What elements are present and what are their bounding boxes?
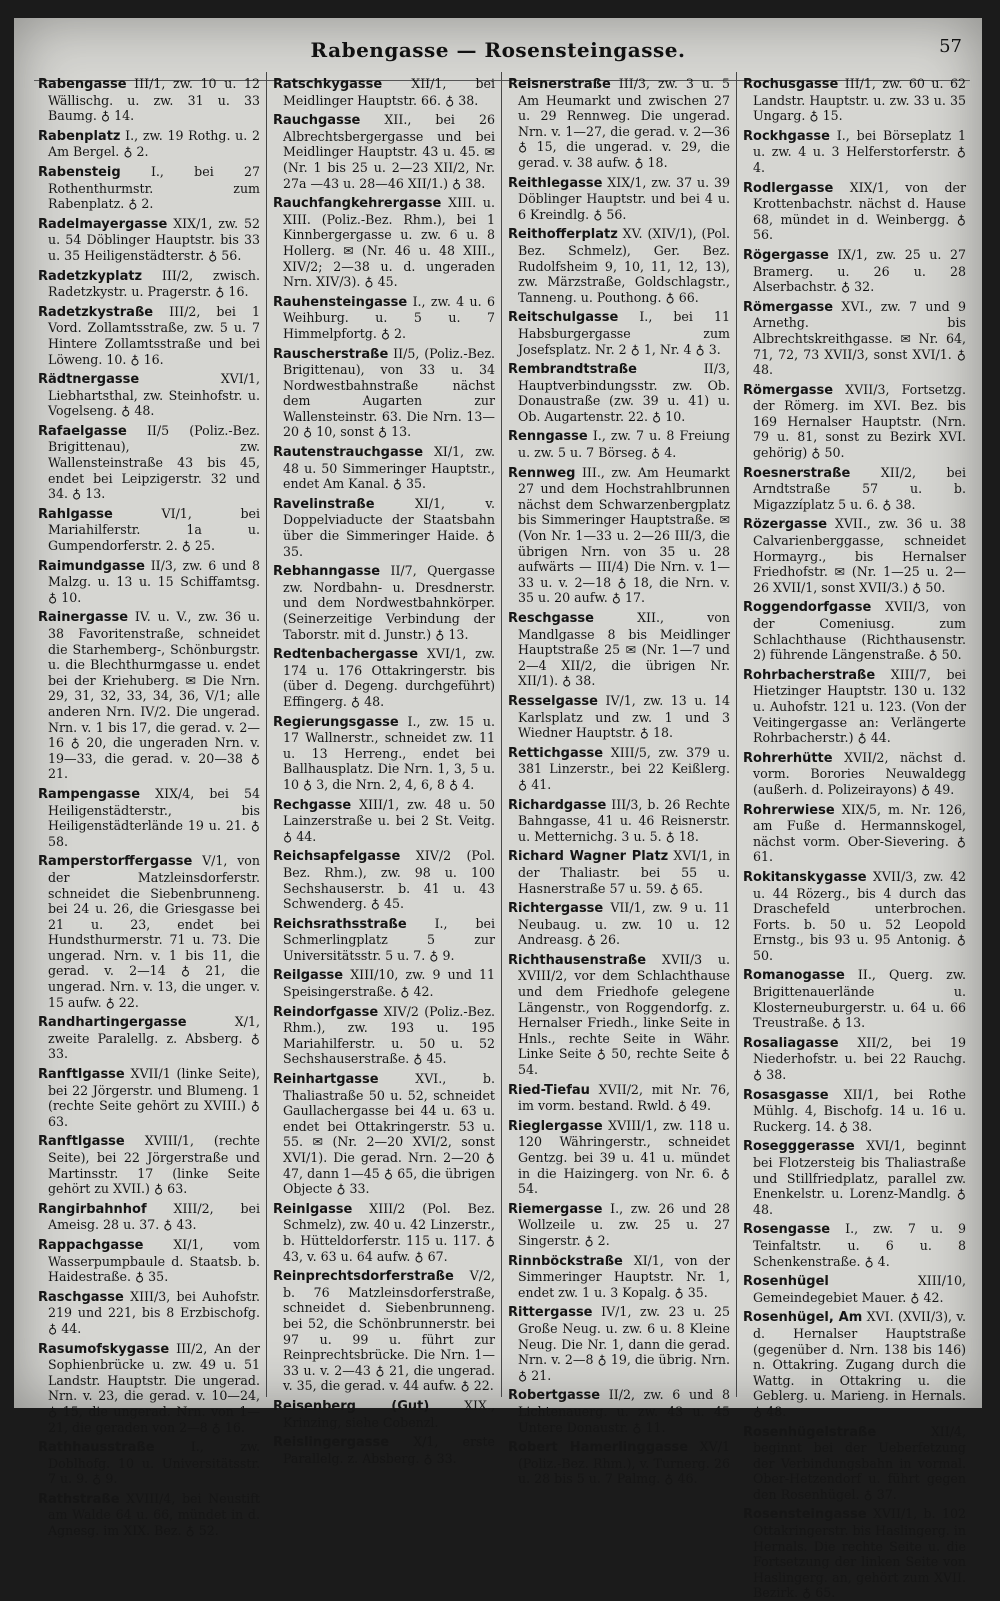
street-entry [743,1221,966,1269]
street-entry [38,786,260,849]
street-description: XIII/3, bei Auhofstr. 219 und 221, bis 8 Erzbischofg. ♁ 44. [48,1288,260,1336]
street-name: Reindorfgasse [273,1004,379,1020]
street-description: XV. (XIV/1), (Pol. Bez. Schmelz), Ger. Bez. Rudolfsheim 9, 10, 11, 12, 13), zw. Märzstraße, Goldschlagstr., Tanneng. u. Pouthong. ♁ 66. [518,226,730,305]
street-name: Rangirbahnhof [38,1201,147,1217]
street-name: Rauchgasse [273,113,361,129]
street-description: IV/1, zw. 23 u. 25 Große Neug. u. zw. 6 u. 8 Kleine Neug. Die Nr. 1, dann die gerad. Nrn. v. 2—8 ♁ 19, die übrig. Nrn. ♁ 21. [518,1304,730,1383]
street-entry [38,423,260,502]
street-description: III/1, zw. 10 u. 12 Wällischg. u. zw. 31 u. 33 Baumg. ♁ 14. [48,76,260,124]
street-name: Rokitanskygasse [743,869,867,885]
street-description: II/5 (Poliz.-Bez. Brigittenau), zw. Wallensteinstraße 43 bis 45, endet bei Leipzigerstr. 32 und 34. ♁ 13. [48,422,260,502]
street-description: I., zw. 26 und 28 Wollzeile u. zw. 25 u. 27 Singerstr. ♁ 2. [518,1200,730,1248]
street-description: I., zw. 4 u. 6 Weihburg. u. 5 u. 7 Himmelpfortg. ♁ 2. [283,293,495,341]
street-entry [743,967,966,1030]
street-index-columns [32,72,972,1601]
street-name: Rohrerhütte [743,750,833,766]
street-entry [273,1201,495,1264]
street-description: XVII/3, Fortsetzg. der Römerg. im XVI. Bez. bis 169 Hernalser Hauptstr. (Nrn. 79 u. 81, sonst zu Bezirk XVI. gehörig) ♁ 50. [753,381,966,461]
street-description: XIX/1, von der Krottenbachstr. nächst d. Hause 68, mündet in d. Weinbergg. ♁ 56. [753,179,966,243]
street-entry [508,610,730,689]
street-entry [743,247,966,295]
street-description: VI/1, bei Mariahilferstr. 1a u. Gumpendorferstr. 2. ♁ 25. [48,505,260,554]
street-description: XVII/2, nächst d. vorm. Borories Neuwaldegg (außerh. d. Polizeirayons) ♁ 49. [753,749,966,797]
street-description: XVIII/1, zw. 118 u. 120 Währingerstr., schneidet Gentzg. bei 39 u. 41 u. mündet in die Haizingerg. von Nr. 6. ♁ 54. [518,1117,730,1197]
page-number: 57 [939,36,962,57]
street-name: Rathstraße [38,1491,120,1507]
street-entry [38,558,260,606]
street-entry [38,164,260,212]
street-name: Rosensteingasse [743,1507,867,1523]
street-entry [743,76,966,124]
street-name: Rautenstrauchgasse [273,445,424,461]
street-name: Rabensteig [38,164,121,180]
street-entry [508,76,730,171]
street-entry [508,1201,730,1249]
street-description: II/7, Quergasse zw. Nordbahn- u. Dresdnerstr. und dem Nordwestbahnkörper. (Seinerzeitige Verbindung der Taborstr. mit d. Junstr.) ♁ 13. [283,563,495,642]
street-name: Raimundgasse [38,558,145,574]
street-name: Rabenplatz [38,128,121,144]
street-description: XII/1, bei Meidlinger Hauptstr. 66. ♁ 38. [283,76,495,108]
street-entry [508,693,730,741]
street-entry [273,848,495,911]
street-entry [508,848,730,896]
street-entry [743,750,966,798]
street-description: I., bei 27 Rothenthurmstr. zum Rabenplatz. ♁ 2. [48,163,260,212]
street-description: XIII/10, Gemeindegebiet Mauer. ♁ 42. [753,1273,966,1305]
street-entry [508,745,730,793]
street-description: XII/2, bei 19 Niederhofstr. u. bei 22 Rauchg. ♁ 38. [753,1034,966,1083]
street-name: Rahlgasse [38,506,113,522]
street-description: XIV/2 (Poliz.-Bez. Rhm.), zw. 193 u. 195 Mariahilferstr. u. 50 u. 52 Sechshauserstraße. ♁ 45. [283,1003,495,1067]
street-entry [508,226,730,305]
street-description: XVI., zw. 7 und 9 Arnethg. bis Albrechtskreithgasse. ✉ Nr. 64, 71, 72, 73 XVII/3, sonst XVI/1. ♁ 48. [753,298,966,378]
street-entry [743,382,966,461]
street-entry [508,900,730,948]
street-name: Romanogasse [743,968,845,984]
street-name: Ranftlgasse [38,1134,125,1150]
street-entry [743,516,966,595]
street-description: V/2, b. 76 Matzleinsdorferstraße, schneidet d. Siebenbrunneng. bei 52, die Schönbrunnerstr. bei 97 u. 99 u. führt zur Reinprechtsbrücke. Die Nrn. 1—33 u. v. 2—43 ♁ 21, die ungerad. v. 35, die gerad. v. 44 aufw. ♁ 22. [283,1268,495,1394]
street-name: Roggendorfgasse [743,600,872,616]
street-name: Reisenberg (Gut) [273,1398,430,1414]
street-name: Rosenhügel, Am [743,1310,863,1326]
street-description: XVI/1, Liebhartsthal, zw. Steinhofstr. u. Vogelseng. ♁ 48. [48,371,260,419]
street-description: II/3, Hauptverbindungsstr. zw. Ob. Donaustraße (zw. 39 u. 41) u. Ob. Augartenstr. 22. ♁ 10. [518,361,730,424]
street-description: XIX/5, m. Nr. 126, am Fuße d. Hermannskogel, nächst vorm. Ober-Sievering. ♁ 61. [753,801,966,865]
street-description: I., bei 11 Habsburgergasse zum Josefsplatz. Nr. 2 ♁ 1, Nr. 4 ♁ 3. [518,309,730,357]
street-entry [273,112,495,191]
street-name: Rennweg [508,465,576,481]
street-description: III/2, An der Sophienbrücke u. zw. 49 u. 51 Landstr. Hauptstr. Die ungerad. Nrn. v. 23, die gerad. v. 10—24, ♁ 15, die ungerad. Nrn. von 1—21, die geraden von 2—8 ♁ 16. [48,1340,260,1435]
street-entry [508,309,730,357]
street-description: XI/1, zw. 48 u. 50 Simmeringer Hauptstr., endet Am Kanal. ♁ 35. [283,444,495,492]
street-entry [38,1201,260,1233]
street-name: Rieglergasse [508,1118,603,1134]
street-name: Robert Hamerlinggasse [508,1440,689,1456]
street-name: Rinnböckstraße [508,1253,623,1269]
street-entry [38,609,260,782]
street-name: Roesnerstraße [743,465,851,481]
street-description: XIX/1, zw. 52 u. 54 Döblinger Hauptstr. bis 33 u. 35 Heiligenstädterstr. ♁ 56. [48,215,260,263]
street-name: Resselgasse [508,693,598,709]
street-name: Rembrandtstraße [508,362,637,378]
street-entry [273,496,495,559]
street-description: XVI/1, beginnt bei Flotzersteig bis Thaliastraße und Stillfriedplatz, parallel zw. Enenkelstr. u. Lorenz-Mandlg. ♁ 48. [753,1138,966,1217]
street-name: Römergasse [743,299,834,315]
street-description: XVII/2, mit Nr. 76, im vorm. bestand. Rwld. ♁ 49. [518,1081,730,1114]
page-title: Rabengasse — Rosensteingasse. [310,38,686,62]
street-name: Rohrbacherstraße [743,667,876,683]
street-description: II., Querg. zw. Brigittenauerlände u. Klosterneuburgerstr. u. 64 u. 66 Treustraße. ♁ 13. [753,967,966,1031]
street-name: Rohrerwiese [743,802,835,818]
street-name: Riemergasse [508,1201,603,1217]
street-name: Robertgasse [508,1388,601,1404]
street-name: Richthausenstraße [508,952,647,968]
street-name: Rechgasse [273,797,352,813]
street-description: I., bei Schmerlingplatz 5 zur Universitätsstr. 5 u. 7. ♁ 9. [283,915,495,963]
street-description: I., zw. 7 u. 8 Freiung u. zw. 5 u. 7 Börseg. ♁ 4. [518,428,730,461]
street-name: Richard Wagner Platz [508,849,669,865]
street-description: XIV/2 (Pol. Bez. Rhm.), zw. 98 u. 100 Sechshauserstr. b. 41 u. 43 Schwenderg. ♁ 45. [283,848,495,912]
street-description: XVII/3, von der Comeniusg. zum Schlachthause (Richthausenstr. 2) führende Längenstraße. ♁ 50. [753,599,966,663]
street-entry [743,599,966,662]
street-description: III/2, bei 1 Vord. Zollamtsstraße, zw. 5 u. 7 Hintere Zollamtsstraße und bei Löweng. 10. ♁ 16. [48,303,260,367]
street-entry [38,506,260,554]
street-entry [508,1253,730,1301]
street-entry [508,952,730,1078]
street-description: III/3, zw. 3 u. 5 Am Heumarkt und zwischen 27 u. 29 Rennweg. Die ungerad. Nrn. v. 1—27, die gerad. v. 2—36 ♁ 15, die ungerad. v. 29, die gerad. v. 38 aufw. ♁ 18. [518,76,730,170]
street-name: Rappachgasse [38,1237,144,1253]
street-name: Richtergasse [508,901,604,917]
street-description: XIX/4, bei 54 Heiligenstädterstr., bis Heiligenstädterlände 19 u. 21. ♁ 58. [48,785,260,849]
street-name: Rampengasse [38,786,141,802]
street-name: Rosegggerasse [743,1139,855,1155]
street-description: XI/1, v. Doppelviaducte der Staatsbahn über die Simmeringer Haide. ♁ 35. [283,495,495,559]
street-name: Rädtnergasse [38,372,140,388]
street-description: XVI/1, in der Thaliastr. bei 55 u. Hasnerstraße 57 u. 59. ♁ 65. [518,848,730,896]
street-description: II/2, zw. 6 und 8 Lichtenauerg. u. zw. 43 u. 45 Untere Donaustr. ♁ 11. [518,1387,730,1435]
street-description: XII/1, bei Rothe Mühlg. 4, Bischofg. 14 u. 16 u. Ruckerg. 14. ♁ 38. [753,1086,966,1134]
street-entry [273,797,495,845]
street-entry [743,667,966,746]
street-description: XIII/2, bei Ameisg. 28 u. 37. ♁ 43. [48,1200,260,1233]
street-name: Reislingergasse [273,1435,390,1451]
street-entry [273,346,495,441]
street-description: XVII/1 (linke Seite), bei 22 Jörgerstr. und Blumeng. 1 (rechte Seite gehört zu XVIII.) ♁ 63. [48,1066,260,1129]
street-description: IX/1, zw. 25 u. 27 Bramerg. u. 26 u. 28 Alserbachstr. ♁ 32. [753,246,966,295]
street-entry [743,299,966,378]
street-description: XIII/2 (Pol. Bez. Schmelz), zw. 40 u. 42 Linzerstr., b. Hütteldorferstr. 115 u. 117. ♁ 43, v. 63 u. 64 aufw. ♁ 67. [283,1200,495,1264]
street-description: XIII/7, bei Hietzinger Hauptstr. 130 u. 132 u. Auhofstr. 121 u. 123. (Von der Veitingergasse an: Verlängerte Rohrbacherstr.) ♁ 44. [753,666,966,746]
street-entry [273,1071,495,1197]
street-entry [743,465,966,513]
street-name: Reinhartgasse [273,1072,379,1088]
street-description: XI/1, von der Simmeringer Hauptstr. Nr. 1, endet zw. 1 u. 3 Kopalg. ♁ 35. [518,1252,730,1300]
street-description: V/1, von der Matzleinsdorferstr. schneidet die Siebenbrunneng. bei 24 u. 26, die Griesgasse bei 21 u. 23, endet bei Hundsthurmerstr. 71 u. 73. Die ungerad. Nrn. v. 1 bis 11, die gerad. v. 2—14 ♁ 21, die ungerad. Nrn. v. 13, die unger. v. 15 aufw. ♁ 22. [48,853,260,1010]
street-description: XII/2, bei Arndtstraße 57 u. b. Migazzíplatz 5 u. 6. ♁ 38. [753,464,966,512]
street-entry [38,1014,260,1062]
street-entry [743,128,966,176]
street-name: Rosengasse [743,1222,831,1238]
street-description: III/3, b. 26 Rechte Bahngasse, 41 u. 46 Reisnerstr. u. Metternichg. 3 u. 5. ♁ 18. [518,796,730,844]
street-entry [38,216,260,264]
street-name: Rosaliagasse [743,1035,839,1051]
street-entry [38,1439,260,1487]
street-description: XVII/3 u. XVIII/2, vor dem Schlachthause und dem Friedhofe gelegene Längenstr., von Roggendorfg. z. Hernalser Friedh., linke Seite in Hnls., rechte Seite in Währ. Linke Seite ♁ 50, rechte Seite ♁ 54. [518,951,730,1078]
street-entry [38,853,260,1010]
street-name: Rafaelgasse [38,423,127,439]
street-description: XII., von Mandlgasse 8 bis Meidlinger Hauptstraße 25 ✉ (Nr. 1—7 und 2—4 XII/2, die übrigen Nr. XII/1). ♁ 38. [518,610,730,689]
street-description: XVI/1, zw. 174 u. 176 Ottakringerstr. bis (über d. Degeng. durchgeführt) Effingerg. ♁ 48. [283,646,495,709]
street-name: Rainergasse [38,610,129,626]
street-description: II/3, zw. 6 und 8 Malzg. u. 13 u. 15 Schiffamtsg. ♁ 10. [48,557,260,605]
street-description: I., zw. 19 Rothg. u. 2 Am Bergel. ♁ 2. [48,127,260,160]
street-name: Raschgasse [38,1289,124,1305]
street-entry [38,1341,260,1436]
street-entry [273,563,495,642]
street-entry [743,180,966,243]
street-name: Reitschulgasse [508,310,619,326]
street-entry [38,128,260,160]
street-name: Rözergasse [743,517,828,533]
street-description: IV. u. V., zw. 36 u. 38 Favoritenstraße, schneidet die Starhemberg-, Schönburgstr. u. die Blechthurmgasse u. endet bei der Kriehuberg. ✉ Die Nrn. 29, 31, 32, 33, 34, 36, V/1; alle anderen Nrn. IV/2. Die ungerad. Nrn. v. 1 bis 17, die gerad. v. 2—16 ♁ 20, die ungeraden Nrn. v. 19—33, die gerad. v. 20—38 ♁ 21. [48,609,260,782]
street-name: Reithlegasse [508,175,603,191]
street-name: Rauchfangkehrergasse [273,196,442,212]
street-name: Ravelinstraße [273,496,375,512]
street-name: Rittergasse [508,1305,593,1321]
street-entry [508,1387,730,1435]
street-name: Reschgasse [508,611,594,626]
street-entry [508,428,730,460]
street-name: Reilgasse [273,968,344,984]
street-name: Randhartingergasse [38,1015,187,1031]
street-description: XIII/5, zw. 379 u. 381 Linzerstr., bei 22 Keißlerg. ♁ 41. [518,744,730,792]
street-description: XVIII/1, (rechte Seite), bei 22 Jörgerstraße und Martinsstr. 17 (linke Seite gehört zu XVII.) ♁ 63. [48,1133,260,1197]
street-description: II/5, (Poliz.-Bez. Brigittenau), von 33 u. 34 Nordwestbahnstraße nächst dem Augarten zur Wallensteinstr. 63. Die Nrn. 13—20 ♁ 10, sonst ♁ 13. [283,345,495,440]
street-name: Ratschkygasse [273,77,383,92]
street-entry [508,1304,730,1383]
street-entry [743,1424,966,1503]
street-description: XIII/1, zw. 48 u. 50 Lainzerstraße u. bei 2 St. Veitg. ♁ 44. [283,796,495,844]
street-name: Rathhausstraße [38,1440,155,1456]
street-entry [743,1087,966,1135]
street-name: Rabengasse [38,77,127,92]
street-description: XII/4, beginnt bei der Ueberfetzung der Verbindungsbahn in vormal. Ober-Hetzendorf u. führt gegen den Rosenhügel. ♁ 37. [753,1423,966,1502]
street-name: Rauhensteingasse [273,294,408,310]
street-description: III., zw. Am Heumarkt 27 und dem Hochstrahlbrunnen nächst dem Schwarzenbergplatz bis Simmeringer Hauptstraße. ✉ (Von Nr. 1—33 u. 2—26 III/3, die übrigen Nrn. von 35 u. 28 aufwärts — III/4) Die Nrn. v. 1—33 u. v. 2—18 ♁ 18, die Nrn. v. 35 u. 20 aufw. ♁ 17. [518,464,730,606]
street-name: Römergasse [743,382,834,398]
street-description: I., zw. 15 u. 17 Wallnerstr., schneidet zw. 11 u. 13 Herreng., endet bei Ballhausplatz. Die Nrn. 1, 3, 5 u. 10 ♁ 3, die Nrn. 2, 4, 6, 8 ♁ 4. [283,713,495,792]
column-4 [737,72,972,1601]
street-entry [273,916,495,964]
street-entry [273,294,495,342]
street-entry [273,646,495,709]
street-name: Rögergasse [743,247,829,263]
street-name: Rettichgasse [508,745,604,761]
street-description: XIX/1, zw. 37 u. 39 Döblinger Hauptstr. und bei 4 u. 6 Kreindlg. ♁ 56. [518,174,730,222]
street-description: XIII. u. XIII. (Poliz.-Bez. Rhm.), bei 1 Kinnbergergasse u. zw. 6 u. 8 Hollerg. ✉ (Nr. 46 u. 48 XIII., XIV/2; 2—38 u. d. ungeraden Nrn. XIV/3). ♁ 45. [283,195,495,290]
street-entry [273,967,495,999]
street-entry [38,76,260,124]
street-entry [273,1004,495,1067]
street-name: Reisnerstraße [508,77,611,92]
street-description: VII/1, zw. 9 u. 11 Neubaug. u. zw. 10 u. 12 Andreasg. ♁ 26. [518,900,730,948]
street-entry [743,869,966,964]
street-description: XIX., Krinzing, siehe Cobenzl. [283,1397,495,1430]
street-entry [273,1398,495,1430]
street-entry [38,1491,260,1539]
street-description: I., bei Börseplatz 1 u. zw. 4 u. 3 Helferstorferstr. ♁ 4. [753,127,966,175]
street-name: Rasumofskygasse [38,1341,170,1357]
column-1 [32,72,267,1539]
street-description: IV/1, zw. 13 u. 14 Karlsplatz und zw. 1 und 3 Wiedner Hauptstr. ♁ 18. [518,692,730,741]
street-name: Reichsapfelgasse [273,849,401,865]
street-entry [273,76,495,108]
street-description: I., zw. 7 u. 9 Teinfaltstr. u. 6 u. 8 Schenkenstraße. ♁ 4. [753,1221,966,1269]
street-name: Regierungsgasse [273,714,399,730]
street-entry [273,714,495,793]
street-entry [508,465,730,606]
street-name: Reinlgasse [273,1201,353,1217]
street-name: Rebhanngasse [273,564,381,580]
street-name: Radelmayergasse [38,216,168,232]
street-name: Richardgasse [508,797,607,813]
street-entry [38,1237,260,1285]
street-entry [38,1133,260,1196]
street-entry [38,304,260,367]
street-name: Reichsrathsstraße [273,916,407,932]
street-entry [508,175,730,223]
street-entry [743,1138,966,1217]
street-name: Renngasse [508,429,588,445]
street-entry [508,361,730,424]
street-description: XVI. (XVII/3), v. d. Hernalser Hauptstraße (gegenüber d. Nrn. 138 bis 146) n. Ottakring. Zugang durch die Wattg. in Ottakring u. die Geblerg. u. Marieng. in Hernals. ♁ 48. [753,1309,966,1419]
street-name: Radetzkystraße [38,304,154,320]
street-entry [273,1434,495,1466]
street-entry [508,1082,730,1114]
street-entry [743,802,966,865]
street-entry [38,1289,260,1337]
street-name: Ramperstorffergasse [38,854,193,870]
street-description: XI/1, vom Wasserpumpbaule d. Staatsb. b. Haidestraße. ♁ 35. [48,1236,260,1285]
street-name: Reithofferplatz [508,227,618,243]
street-description: XVIII/4, bei Neustift am Walde 64 u. 66, mündet in d. Agnesg. im XIX. Bez. ♁ 52. [48,1490,260,1539]
street-description: XV/1 (Poliz.-Bez. Rhm.), v. Turnerg. 26 u. 28 bis 5 u. 7 Palmg. ♁ 46. [518,1439,730,1487]
street-description: X/1, erste Parallelg. z. Absberg. ♁ 33. [283,1434,495,1466]
street-entry [743,1309,966,1419]
street-name: Rosenhügel [743,1274,829,1290]
street-name: Rockhgasse [743,128,830,144]
street-description: III/1, zw. 60 u. 62 Landstr. Hauptstr. u. zw. 33 u. 35 Ungarg. ♁ 15. [753,76,966,124]
page-header [14,30,982,74]
street-entry [743,1035,966,1083]
street-name: Rauscherstraße [273,346,389,362]
street-name: Ranftlgasse [38,1067,125,1083]
street-description: XVII., zw. 36 u. 38 Calvarienberggasse, schneidet Hormayrg., bis Hernalser Friedhofstr. ✉ (Nr. 1—25 u. 2—26 XVII/1, sonst XVII/3.) ♁ 50. [753,516,966,595]
column-2 [267,72,502,1466]
street-name: Rosasgasse [743,1087,829,1103]
street-name: Rodlergasse [743,180,834,196]
street-entry [743,1273,966,1305]
street-description: XVII/1, b. 102 Ottakringerstr. bis Haslingerg. in Hernals. Die rechte Seite u. die Fortsetzung der linken Seite von Haslingerg. an, gehört zum XVII. Bezirk. ♁ 65. [753,1506,966,1601]
street-name: Radetzkyplatz [38,268,143,284]
street-entry [273,1268,495,1394]
street-entry [743,1506,966,1601]
street-entry [508,797,730,845]
street-entry [38,371,260,419]
street-name: Rosenhügelstraße [743,1424,877,1440]
column-3 [502,72,737,1487]
street-entry [508,1118,730,1197]
street-description: III/2, zwisch. Radetzkystr. u. Pragerstr. ♁ 16. [48,267,260,300]
street-entry [273,195,495,290]
street-name: Rochusgasse [743,77,839,92]
street-name: Redtenbachergasse [273,647,419,663]
street-entry [38,268,260,300]
street-description: XII., bei 26 Albrechtsbergergasse und bei Meidlinger Hauptstr. 43 u. 45. ✉ (Nr. 1 bis 25 u. 2—23 XII/2, Nr. 27a —43 u. 28—46 XII/1.) ♁ 38. [283,112,495,191]
street-name: Ried-Tiefau [508,1082,590,1098]
street-description: I., zw. Doblhofg. 10 u. Universitätsstr. 7 u. 9. ♁ 9. [48,1439,260,1487]
street-entry [273,444,495,492]
street-description: XVII/3, zw. 42 u. 44 Rözerg., bis 4 durch das Draschefeld unterbrochen. Forts. b. 50 u. 52 Leopold Ernstg., bis 93 u. 95 Antonig. ♁ 50. [753,868,966,963]
street-description: XIII/10, zw. 9 und 11 Speisingerstraße. ♁ 42. [283,967,495,1000]
street-entry [38,1066,260,1129]
street-entry [508,1439,730,1487]
street-name: Reinprechtsdorferstraße [273,1269,454,1285]
street-description: X/1, zweite Paralellg. z. Absberg. ♁ 33. [48,1014,260,1062]
book-page [14,18,982,1601]
street-description: XVI., b. Thaliastraße 50 u. 52, schneidet Gaullachergasse bei 44 u. 63 u. endet bei Ottakringerstr. 53 u. 55. ✉ (Nr. 2—20 XVI/2, sonst XVI/1). Die gerad. Nrn. 2—20 ♁ 47, dann 1—45 ♁ 65, die übrigen Objecte ♁ 33. [283,1071,495,1197]
